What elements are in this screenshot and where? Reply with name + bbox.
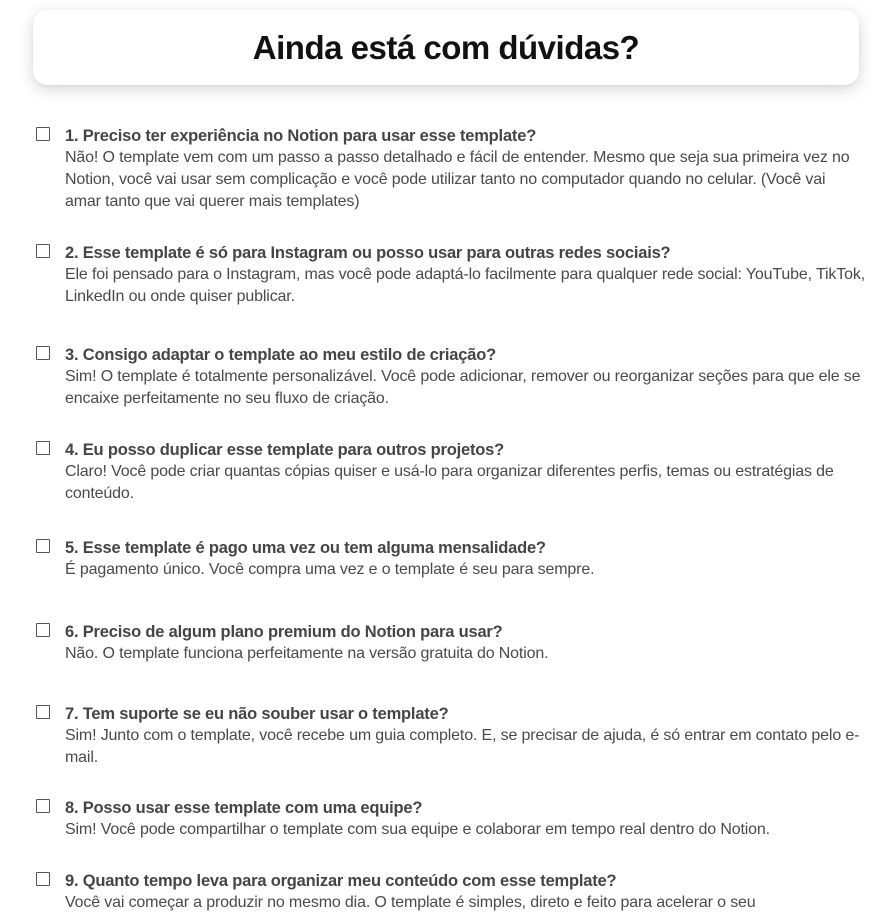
faq-answer: Sim! Junto com o template, você recebe um guia completo. E, se precisar de ajuda, é só entrar em contato pelo e-mail. — [65, 727, 860, 766]
faq-answer: Claro! Você pode criar quantas cópias quiser e usá-lo para organizar diferentes perfis, temas ou estratégias de conteúdo. — [65, 463, 834, 502]
faq-checkbox-1[interactable] — [36, 127, 50, 141]
faq-question: 1. Preciso ter experiência no Notion para usar esse template? — [65, 127, 537, 145]
faq-checkbox-2[interactable] — [36, 244, 50, 258]
faq-answer: Não! O template vem com um passo a passo detalhado e fácil de entender. Mesmo que seja sua primeira vez no Notion, você vai usar sem complicação e você pode utilizar tanto no computador quando no celular. (Você vai amar tanto que vai querer mais templates) — [65, 149, 850, 210]
faq-answer: Não. O template funciona perfeitamente na versão gratuita do Notion. — [65, 645, 549, 662]
faq-question: 2. Esse template é só para Instagram ou posso usar para outras redes sociais? — [65, 244, 671, 262]
page-title: Ainda está com dúvidas? — [252, 28, 640, 66]
faq-answer: Ele foi pensado para o Instagram, mas você pode adaptá-lo facilmente para qualquer rede social: YouTube, TikTok, LinkedIn ou onde quiser publicar. — [65, 266, 865, 305]
faq-question: 4. Eu posso duplicar esse template para outros projetos? — [65, 441, 504, 459]
faq-checkbox-3[interactable] — [36, 346, 50, 360]
faq-question: 7. Tem suporte se eu não souber usar o template? — [65, 705, 449, 723]
faq-checkbox-5[interactable] — [36, 539, 50, 553]
faq-checkbox-9[interactable] — [36, 872, 50, 886]
faq-checkbox-7[interactable] — [36, 705, 50, 719]
faq-answer: Sim! O template é totalmente personalizável. Você pode adicionar, remover ou reorganizar seções para que ele se encaixe perfeitamente no seu fluxo de criação. — [65, 368, 861, 407]
faq-checkbox-4[interactable] — [36, 441, 50, 455]
faq-checkbox-8[interactable] — [36, 799, 50, 813]
faq-question: 3. Consigo adaptar o template ao meu estilo de criação? — [65, 346, 496, 364]
faq-question: 6. Preciso de algum plano premium do Notion para usar? — [65, 623, 503, 641]
faq-question: 5. Esse template é pago uma vez ou tem alguma mensalidade? — [65, 539, 546, 557]
faq-answer: É pagamento único. Você compra uma vez e o template é seu para sempre. — [65, 561, 595, 578]
faq-answer: Você vai começar a produzir no mesmo dia. O template é simples, direto e feito para acelerar o seu — [65, 894, 756, 911]
faq-question: 8. Posso usar esse template com uma equipe? — [65, 799, 423, 817]
faq-answer: Sim! Você pode compartilhar o template com sua equipe e colaborar em tempo real dentro do Notion. — [65, 821, 770, 838]
faq-question: 9. Quanto tempo leva para organizar meu conteúdo com esse template? — [65, 872, 617, 890]
header-card — [33, 10, 859, 85]
faq-checkbox-6[interactable] — [36, 623, 50, 637]
